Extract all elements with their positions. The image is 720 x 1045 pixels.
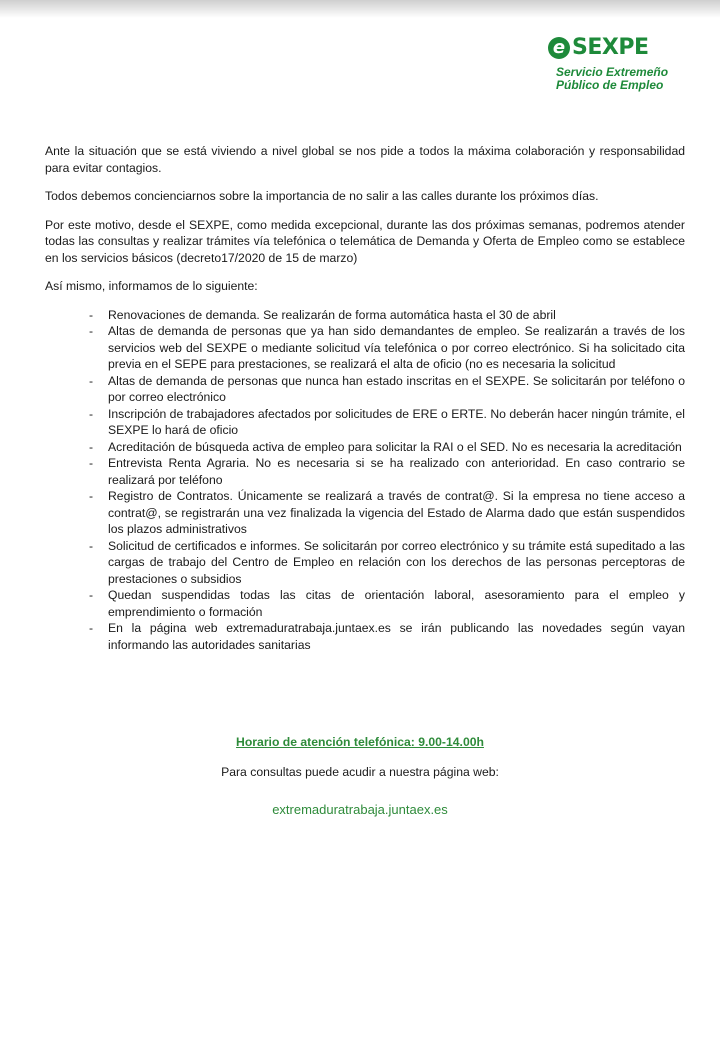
list-item <box>45 620 685 653</box>
list-item <box>45 307 685 324</box>
list-dash: - <box>89 439 94 454</box>
list-item-text: Registro de Contratos. Únicamente se realizará a través de contrat@. Si la empresa no tiene acceso a contrat@, se registrarán una vez finalizada la vigencia del Estado de Alarma dado que están suspendidos los plazos administrativos <box>108 489 685 536</box>
list-dash: - <box>89 456 94 470</box>
sexpe-e-icon: e <box>548 37 570 59</box>
paragraph-awareness: Todos debemos concienciarnos sobre la importancia de no salir a las calles durante los próximos días. <box>45 189 599 203</box>
list-item-text: Quedan suspendidas todas las citas de orientación laboral, asesoramiento para el empleo y emprendimiento o formación <box>108 588 685 619</box>
list-item-text: Altas de demanda de personas que nunca han estado inscritas en el SEXPE. Se solicitarán por teléfono o por correo electrónico <box>108 373 685 404</box>
phone-hours: Horario de atención telefónica: 9.00-14.00h <box>236 735 484 749</box>
list-dash: - <box>89 489 94 503</box>
list-item <box>45 323 685 373</box>
paragraph-measures: Por este motivo, desde el SEXPE, como medida excepcional, durante las dos próximas semanas, podremos atender todas las consultas y realizar trámites vía telefónica o telemática de Demanda y Oferta de Empleo como se establece en los servicios básicos (decreto17/2020 de 15 de marzo) <box>45 217 685 265</box>
list-item-text: Acreditación de búsqueda activa de empleo para solicitar la RAI o el SED. No es necesaria la acreditación <box>108 439 682 454</box>
list-dash: - <box>89 307 94 322</box>
logo-row <box>548 36 678 60</box>
list-dash: - <box>89 373 94 388</box>
list-dash: - <box>89 538 94 553</box>
website-link[interactable]: extremaduratrabaja.juntaex.es <box>272 802 448 817</box>
list-item-text: En la página web extremaduratrabaja.juntaex.es se irán publicando las novedades según vayan informando las autoridades sanitarias <box>108 621 685 652</box>
list-dash: - <box>89 324 94 338</box>
list-dash: - <box>89 621 94 635</box>
list-item <box>45 587 685 620</box>
list-item <box>45 488 685 538</box>
logo-subtitle-line1: Servicio Extremeño <box>556 65 669 79</box>
top-shadow <box>0 0 720 18</box>
list-item <box>45 406 685 439</box>
list-item <box>45 373 685 406</box>
list-dash: - <box>89 406 94 421</box>
list-item <box>45 538 685 588</box>
list-item <box>45 439 685 456</box>
consult-text: Para consultas puede acudir a nuestra página web: <box>221 765 499 779</box>
info-list <box>45 307 685 654</box>
sexpe-logo <box>548 36 678 106</box>
list-item-text: Solicitud de certificados e informes. Se solicitarán por correo electrónico y su trámite está supeditado a las cargas de trabajo del Centro de Empleo en relación con los derechos de las personas perceptoras de prestaciones o subsidios <box>108 538 685 586</box>
logo-subtitle-line2: Público de Empleo <box>556 78 664 92</box>
list-item-text: Entrevista Renta Agraria. No es necesaria si se ha realizado con anterioridad. En caso contrario se realizará por teléfono <box>108 456 685 487</box>
document-body <box>45 143 685 653</box>
logo-subtitle <box>556 66 678 92</box>
paragraph-intro: Ante la situación que se está viviendo a nivel global se nos pide a todos la máxima colaboración y responsabilidad para evitar contagios. <box>45 144 685 175</box>
logo-name: SEXPE <box>572 35 649 60</box>
list-item <box>45 455 685 488</box>
list-item-text: Renovaciones de demanda. Se realizarán de forma automática hasta el 30 de abril <box>108 307 556 322</box>
paragraph-inform: Así mismo, informamos de lo siguiente: <box>45 279 258 293</box>
list-item-text: Inscripción de trabajadores afectados por solicitudes de ERE o ERTE. No deberán hacer ningún trámite, el SEXPE lo hará de oficio <box>108 406 685 437</box>
list-dash: - <box>89 588 94 602</box>
contact-footer <box>0 734 720 817</box>
list-item-text: Altas de demanda de personas que ya han sido demandantes de empleo. Se realizarán a través de los servicios web del SEXPE o mediante solicitud vía telefónica o por correo electrónico. Si ha solicitado cita previa en el SEPE para prestaciones, se realizará el alta de oficio (no es necesaria la solicitud <box>108 324 685 371</box>
